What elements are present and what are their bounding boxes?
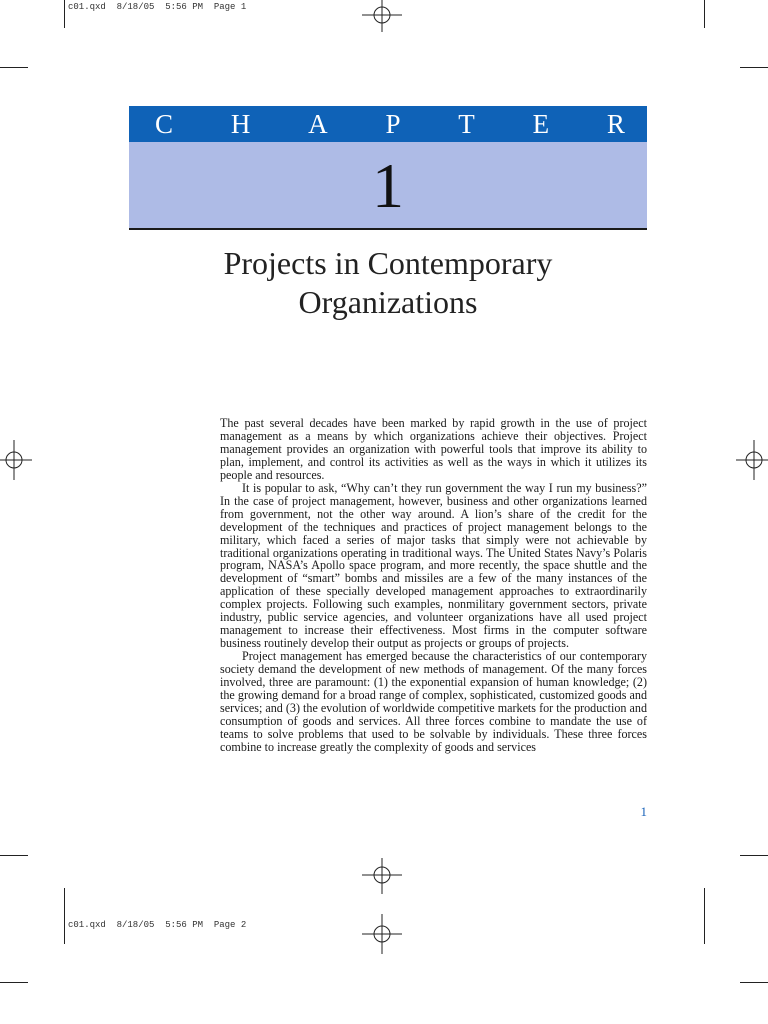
registration-mark-icon — [362, 858, 402, 894]
crop-mark — [704, 888, 705, 944]
chapter-number-box — [129, 142, 647, 230]
crop-mark — [0, 982, 28, 983]
paragraph: Project management has emerged because the characteristics of our contemporary society demand the development of new methods of management. Of the many forces involved, three are paramount: (1) the exponential expansion of human knowledge; (2) the growing demand for a broad range of complex, sophisticated, customized goods and services; and (3) the evolution of worldwide competitive markets for the production and consumption of goods and services. All three forces combine to mandate the use of teams to solve problems that used to be solvable by individuals. These three forces combine to increase greatly the complexity of goods and services — [220, 649, 647, 754]
registration-mark-icon — [362, 0, 402, 32]
paragraph: The past several decades have been marked by rapid growth in the use of project management as a means by which organizations achieve their objectives. Project management provides an organization with powerful tools that improve its ability to plan, implement, and control its activities as well as the ways in which it utilizes its people and resources. — [220, 416, 647, 482]
crop-mark — [64, 888, 65, 944]
chapter-letter: C — [155, 108, 174, 139]
crop-mark — [64, 0, 65, 28]
chapter-letter: A — [308, 108, 328, 139]
chapter-title-line: Organizations — [298, 284, 478, 320]
chapter-title — [129, 244, 647, 322]
crop-mark — [0, 855, 28, 856]
chapter-number: 1 — [372, 150, 404, 221]
registration-mark-icon — [362, 914, 402, 954]
chapter-title-line: Projects in Contemporary — [223, 245, 553, 281]
registration-mark-icon — [736, 440, 768, 480]
body-text — [220, 417, 647, 754]
chapter-letter: T — [458, 108, 475, 139]
chapter-label-bar — [129, 106, 647, 142]
chapter-letter: H — [230, 108, 251, 139]
crop-mark — [740, 67, 768, 68]
crop-mark — [740, 855, 768, 856]
registration-mark-icon — [0, 440, 32, 480]
print-slug-top: c01.qxd 8/18/05 5:56 PM Page 1 — [68, 2, 247, 12]
crop-mark — [704, 0, 705, 28]
chapter-letter: R — [606, 108, 625, 139]
paragraph: It is popular to ask, “Why can’t they run government the way I run my business?” In the case of project management, however, business and other organizations learned from government, not the other way around. A lion’s share of the credit for the development of the techniques and practices of project management belongs to the military, which faced a series of major tasks that simply were not achievable by traditional organizations operating in traditional ways. The United States Navy’s Polaris program, NASA’s Apollo space program, and more recently, the space shuttle and the development of “smart” bombs and missiles are a few of the many instances of the application of these specially developed management approaches to extraordinarily complex projects. Following such examples, nonmilitary government sectors, private industry, public service agencies, and volunteer organizations have all used project management to increase their effectiveness. Most firms in the computer software business routinely develop their output as projects or groups of projects. — [220, 480, 647, 651]
crop-mark — [740, 982, 768, 983]
page-number: 1 — [640, 804, 647, 819]
print-slug-bottom: c01.qxd 8/18/05 5:56 PM Page 2 — [68, 920, 247, 930]
crop-mark — [0, 67, 28, 68]
chapter-letter: P — [385, 108, 401, 139]
chapter-letter: E — [532, 108, 550, 139]
